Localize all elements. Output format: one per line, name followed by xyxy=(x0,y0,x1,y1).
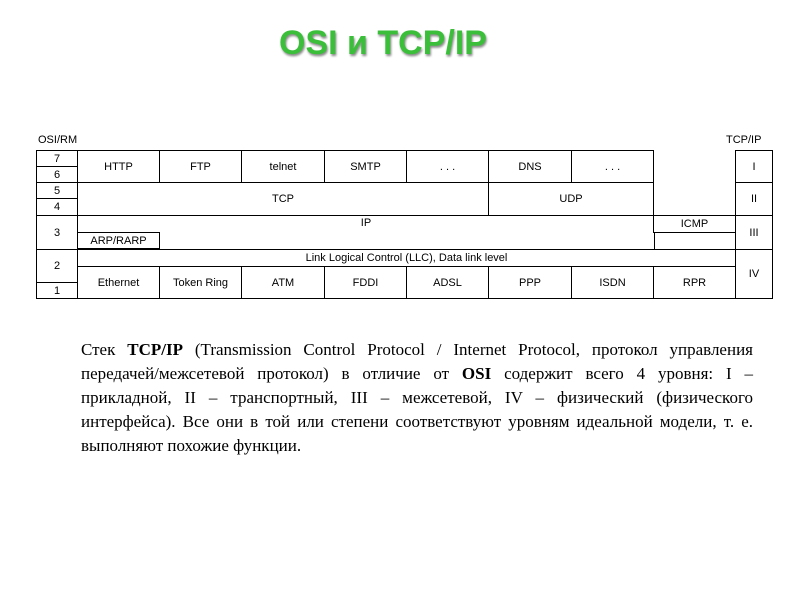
page-title: OSI и TCP/IP xyxy=(279,24,487,62)
osi-layer-4: 4 xyxy=(36,198,78,216)
tcpip-layer-2: II xyxy=(735,182,773,216)
tcpip-layer-1: I xyxy=(735,150,773,183)
protocol-telnet: telnet xyxy=(241,150,325,183)
protocol-adsl: ADSL xyxy=(406,266,489,299)
paragraph-bold-tcpip: TCP/IP xyxy=(127,340,183,359)
protocol-udp: UDP xyxy=(488,182,654,216)
paragraph-text: (Transmission Control Protocol / Internet Protocol, протокол управления передачей/межсетевой протокол) в отличие от xyxy=(81,340,753,383)
osi-layer-3: 3 xyxy=(36,215,78,250)
paragraph-text: содержит всего 4 уровня: I – прикладной, II – транспортный, III – межсетевой, IV – физический (физического интерфейса). Все они в той или степени соответствуют уровням идеальной модели, т. е. выполняют похожие функции. xyxy=(81,364,753,455)
protocol-ftp: FTP xyxy=(159,150,242,183)
protocol-token-ring: Token Ring xyxy=(159,266,242,299)
protocol-ellipsis: . . . xyxy=(406,150,489,183)
protocol-ellipsis: . . . xyxy=(571,150,654,183)
paragraph-text: Стек xyxy=(81,340,128,359)
tcpip-layer-3: III xyxy=(735,215,773,250)
protocol-tcp: TCP xyxy=(77,182,489,216)
protocol-rpr: RPR xyxy=(653,266,736,299)
osi-layer-5: 5 xyxy=(36,182,78,199)
osi-layer-7: 7 xyxy=(36,150,78,167)
protocol-fddi: FDDI xyxy=(324,266,407,299)
datalink-llc: Link Logical Control (LLC), Data link level xyxy=(77,249,736,267)
osi-layer-2: 2 xyxy=(36,249,78,283)
protocol-ethernet: Ethernet xyxy=(77,266,160,299)
protocol-atm: ATM xyxy=(241,266,325,299)
protocol-icmp: ICMP xyxy=(653,215,736,233)
protocol-dns: DNS xyxy=(488,150,572,183)
protocol-isdn: ISDN xyxy=(571,266,654,299)
tcpip-label: TCP/IP xyxy=(726,134,762,146)
protocol-smtp: SMTP xyxy=(324,150,407,183)
osi-label: OSI/RM xyxy=(38,134,78,146)
protocol-ip: IP xyxy=(77,215,655,250)
osi-layer-1: 1 xyxy=(36,282,78,299)
description-paragraph xyxy=(81,338,753,458)
paragraph-bold-osi: OSI xyxy=(461,364,492,383)
protocol-http: HTTP xyxy=(77,150,160,183)
tcpip-layer-4: IV xyxy=(735,249,773,299)
osi-layer-6: 6 xyxy=(36,166,78,183)
protocol-arp-rarp: ARP/RARP xyxy=(77,232,160,249)
protocol-ppp: PPP xyxy=(488,266,572,299)
